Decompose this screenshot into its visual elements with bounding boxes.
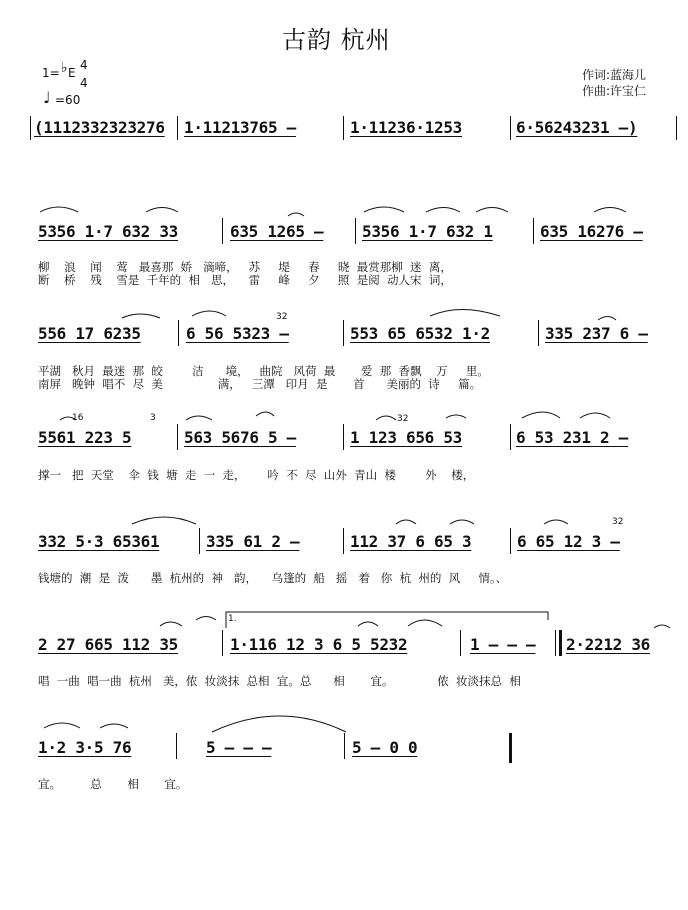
slur xyxy=(598,317,616,321)
lyrics-verse2-line2: 断 桥 残 雪是 千年的 相 思， 雷 峰 夕 照 是阅 动人宋 词， xyxy=(38,273,452,287)
slur xyxy=(160,622,182,626)
slur xyxy=(288,213,304,216)
slur xyxy=(358,622,378,626)
slur xyxy=(100,724,128,728)
final-barline xyxy=(509,733,512,763)
time-signature-bottom: 4 xyxy=(80,76,88,90)
slur xyxy=(594,208,626,213)
lyrics-line7: 宜。 总 相 宜。 xyxy=(38,777,188,791)
repeat-barline-thick xyxy=(559,630,562,656)
slur xyxy=(446,415,466,418)
slur xyxy=(376,416,396,420)
volta-bracket xyxy=(226,612,548,628)
measure-1-2: 1·11213765 – xyxy=(184,118,296,137)
barline xyxy=(199,528,200,554)
measure-5-3: 112 37 6 65 3 xyxy=(350,532,472,551)
barline xyxy=(510,528,511,554)
measure-4-1: 5561 223 5 xyxy=(38,428,132,447)
barline xyxy=(460,630,461,656)
measure-4-4: 6 53 231 2 – xyxy=(516,428,628,447)
barline xyxy=(222,630,223,656)
measure-4-2: 563 5676 5 – xyxy=(184,428,296,447)
measure-2-1: 5356 1·7 632 33 xyxy=(38,222,178,241)
barline xyxy=(222,218,223,244)
barline xyxy=(510,116,511,140)
measure-3-1: 556 17 6235 xyxy=(38,324,141,343)
tempo-value: =60 xyxy=(55,93,81,107)
repeat-barline xyxy=(555,630,556,656)
tempo-note-icon: ♩ xyxy=(43,88,51,107)
barline xyxy=(676,116,677,140)
barline xyxy=(178,320,179,346)
measure-6-4: 2·2212 36 xyxy=(566,635,650,654)
measure-6-1: 2 27 665 112 35 xyxy=(38,635,178,654)
measure-3-3: 553 65 6532 1·2 xyxy=(350,324,490,343)
slur xyxy=(654,625,670,628)
slur xyxy=(44,723,80,728)
slur xyxy=(476,208,508,213)
grace-note: 32 xyxy=(612,517,624,527)
slur xyxy=(450,520,474,524)
measure-2-2: 635 1265 – xyxy=(230,222,324,241)
slur xyxy=(580,413,610,418)
measure-1-1: (1112332323276 xyxy=(34,118,165,137)
measure-1-4: 6·56243231 –) xyxy=(516,118,638,137)
slur xyxy=(408,620,442,626)
slur xyxy=(192,311,226,316)
slur xyxy=(146,208,178,213)
lyricist-credit: 作词:蓝海儿 xyxy=(582,68,647,82)
barline xyxy=(343,116,344,140)
measure-5-1: 332 5·3 65361 xyxy=(38,532,160,551)
barline xyxy=(343,528,344,554)
slur xyxy=(40,207,78,212)
measure-3-2: 6 56 5323 – xyxy=(186,324,289,343)
grace-note: 32 xyxy=(276,312,288,322)
measure-7-2: 5 – – – xyxy=(206,738,272,757)
grace-note: 3 xyxy=(150,413,156,423)
slur xyxy=(430,310,500,317)
lyrics-verse2-line3: 南屏 晚钟 唱不 尽 美 满， 三潭 印月 是 首 美丽的 诗 篇。 xyxy=(38,377,482,391)
measure-6-2: 1·116 12 3 6 5 5232 xyxy=(230,635,408,654)
barline xyxy=(177,116,178,140)
lyrics-verse1-line3: 平湖 秋月 最迷 那 皎 洁 境， 曲院 风荷 最 爱 那 香飘 万 里。 xyxy=(38,364,489,378)
volta-ending: 1. xyxy=(228,614,237,624)
grace-note: 16 xyxy=(72,413,84,423)
slur xyxy=(522,412,560,418)
slur xyxy=(544,520,568,524)
slur xyxy=(186,416,212,420)
measure-5-4: 6 65 12 3 – xyxy=(517,532,620,551)
slur xyxy=(196,617,216,621)
barline xyxy=(538,320,539,346)
slur xyxy=(396,520,416,524)
lyrics-line4: 撑一 把 天堂 伞 钱 塘 走 一 走， 吟 不 尽 山外 青山 楼 外 楼， xyxy=(38,468,475,482)
measure-1-3: 1·11236·1253 xyxy=(350,118,462,137)
measure-5-2: 335 61 2 – xyxy=(206,532,300,551)
measure-7-3: 5 – 0 0 xyxy=(352,738,418,757)
barline xyxy=(30,116,31,140)
barline xyxy=(343,424,344,450)
barline xyxy=(177,424,178,450)
barline xyxy=(343,320,344,346)
barline xyxy=(355,218,356,244)
measure-7-1: 1·2 3·5 76 xyxy=(38,738,132,757)
slur xyxy=(364,207,404,212)
flat-sign: ♭ xyxy=(61,60,68,76)
barline xyxy=(176,733,177,759)
barline xyxy=(510,424,511,450)
composer-credit: 作曲:许宝仁 xyxy=(582,84,647,98)
grace-note: 32 xyxy=(397,414,409,424)
barline xyxy=(344,733,345,759)
key-label: 1= xyxy=(42,66,60,80)
measure-4-3: 1 123 656 53 xyxy=(350,428,462,447)
key-letter: E xyxy=(68,66,76,80)
time-signature-top: 4 xyxy=(80,58,88,72)
measure-3-4: 335 237 6 – xyxy=(545,324,648,343)
lyrics-line6: 唱 一曲 唱一曲 杭州 美，侬 妆淡抹 总相 宜。总 相 宜。 侬 妆淡抹总 相 xyxy=(38,674,521,688)
measure-2-3: 5356 1·7 632 1 xyxy=(362,222,493,241)
lyrics-line5: 钱塘的 潮 是 泼 墨 杭州的 神 韵， 乌篷的 船 摇 着 你 杭 州的 风 情。、 xyxy=(38,571,508,585)
slur xyxy=(122,314,160,318)
measure-6-3: 1 – – – xyxy=(470,635,536,654)
song-title: 古韵 杭州 xyxy=(282,26,391,54)
tie xyxy=(212,716,346,732)
slur xyxy=(426,208,460,213)
measure-2-4: 635 16276 – xyxy=(540,222,643,241)
slur xyxy=(132,517,196,524)
lyrics-verse1-line2: 柳 浪 闻 莺 最喜那 娇 滴啼， 苏 堤 春 晓 最赏那柳 迷 离， xyxy=(38,260,452,274)
slur xyxy=(256,412,274,416)
barline xyxy=(533,218,534,244)
